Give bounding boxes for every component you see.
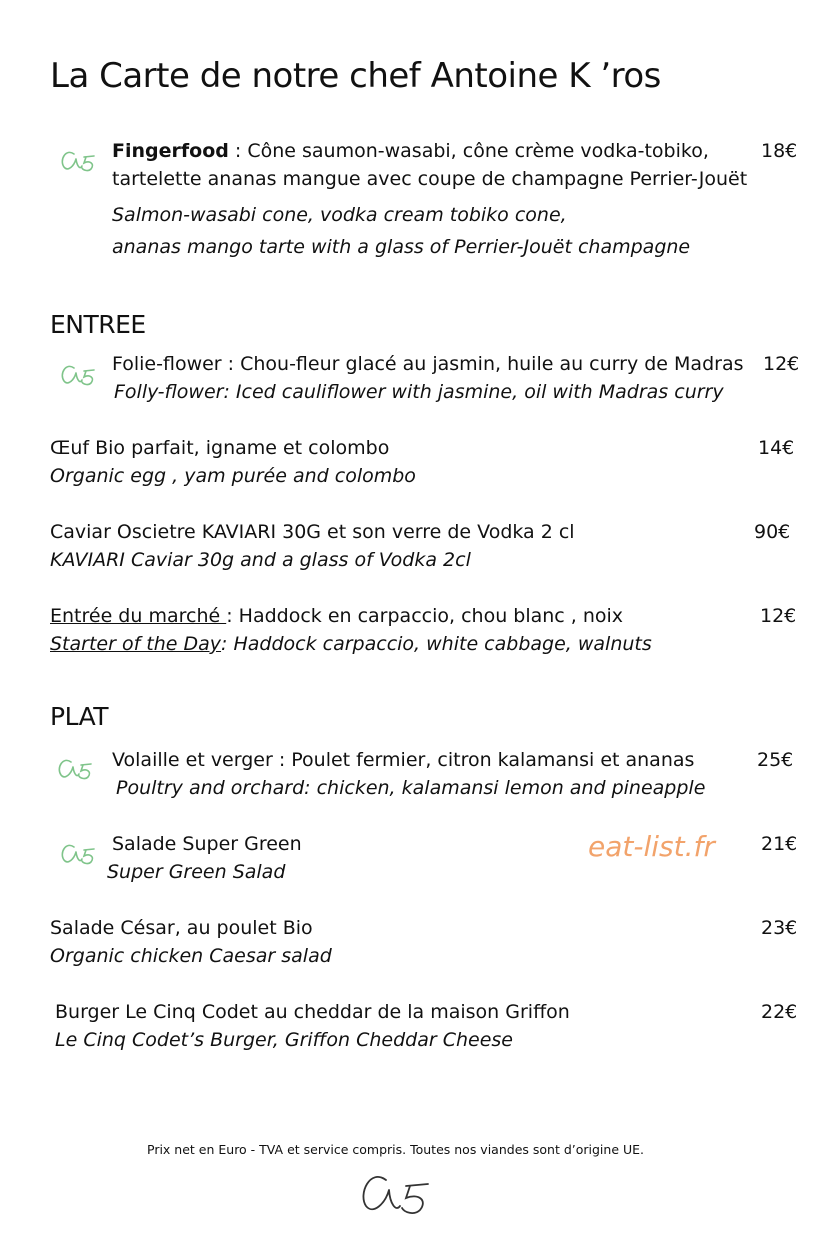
entree-item-price: 14€ <box>758 437 795 459</box>
c5-logo-icon <box>58 360 98 390</box>
entree-item-en <box>50 633 652 655</box>
plat-item-price: 25€ <box>757 749 794 771</box>
plat-item-en: Super Green Salad <box>107 861 286 883</box>
starter-of-day-desc: : Haddock carpaccio, white cabbage, walnuts <box>221 633 652 655</box>
watermark: eat-list.fr <box>588 830 715 863</box>
plat-item-en: Poultry and orchard: chicken, kalamansi lemon and pineapple <box>116 777 706 799</box>
fingerfood-en-line2: ananas mango tarte with a glass of Perrier-Jouët champagne <box>112 236 691 258</box>
entree-item-fr: Œuf Bio parfait, igname et colombo <box>50 437 390 459</box>
plat-item-price: 23€ <box>761 917 798 939</box>
entree-item-fr: Caviar Oscietre KAVIARI 30G et son verre de Vodka 2 cl <box>50 521 575 543</box>
fingerfood-fr-line2: tartelette ananas mangue avec coupe de champagne Perrier-Jouët <box>112 168 748 190</box>
plat-item-en: Le Cinq Codet’s Burger, Griffon Cheddar Cheese <box>55 1029 513 1051</box>
page-title: La Carte de notre chef Antoine K ’ros <box>50 56 661 96</box>
entree-item-en: Folly-flower: Iced cauliflower with jasmine, oil with Madras curry <box>114 381 724 403</box>
entree-item-fr: Folie-flower : Chou-fleur glacé au jasmin, huile au curry de Madras <box>112 353 744 375</box>
fingerfood-label: Fingerfood <box>112 140 229 162</box>
entree-item-price: 12€ <box>763 353 800 375</box>
footnote: Prix net en Euro - TVA et service compris. Toutes nos viandes sont d’origine UE. <box>147 1142 645 1157</box>
c5-logo-icon <box>55 754 95 784</box>
entree-item-price: 90€ <box>754 521 791 543</box>
c5-logo-icon <box>58 839 98 869</box>
entree-item-price: 12€ <box>760 605 797 627</box>
fingerfood-fr-line1 <box>112 140 709 162</box>
entree-item-en: KAVIARI Caviar 30g and a glass of Vodka 2cl <box>50 549 471 571</box>
plat-item-fr: Burger Le Cinq Codet au cheddar de la maison Griffon <box>55 1001 570 1023</box>
plat-item-fr: Volaille et verger : Poulet fermier, citron kalamansi et ananas <box>112 749 695 771</box>
plat-item-price: 21€ <box>761 833 798 855</box>
entree-item-en: Organic egg , yam purée and colombo <box>50 465 416 487</box>
fingerfood-price: 18€ <box>761 140 798 162</box>
c5-logo-icon <box>58 146 98 176</box>
entree-heading: ENTREE <box>50 310 146 339</box>
market-starter-label: Entrée du marché <box>50 605 227 627</box>
plat-item-fr: Salade Super Green <box>112 833 302 855</box>
market-starter-desc: : Haddock en carpaccio, chou blanc , noix <box>226 605 624 627</box>
entree-item-fr <box>50 605 623 627</box>
starter-of-day-label: Starter of the Day <box>50 633 222 655</box>
plat-item-fr: Salade César, au poulet Bio <box>50 917 313 939</box>
plat-item-price: 22€ <box>761 1001 798 1023</box>
fingerfood-en-line1: Salmon-wasabi cone, vodka cream tobiko cone, <box>112 204 567 226</box>
c5-footer-logo-icon <box>356 1168 438 1220</box>
plat-item-en: Organic chicken Caesar salad <box>50 945 332 967</box>
plat-heading: PLAT <box>50 702 109 731</box>
fingerfood-desc: : Cône saumon-wasabi, cône crème vodka-tobiko, <box>228 140 709 162</box>
